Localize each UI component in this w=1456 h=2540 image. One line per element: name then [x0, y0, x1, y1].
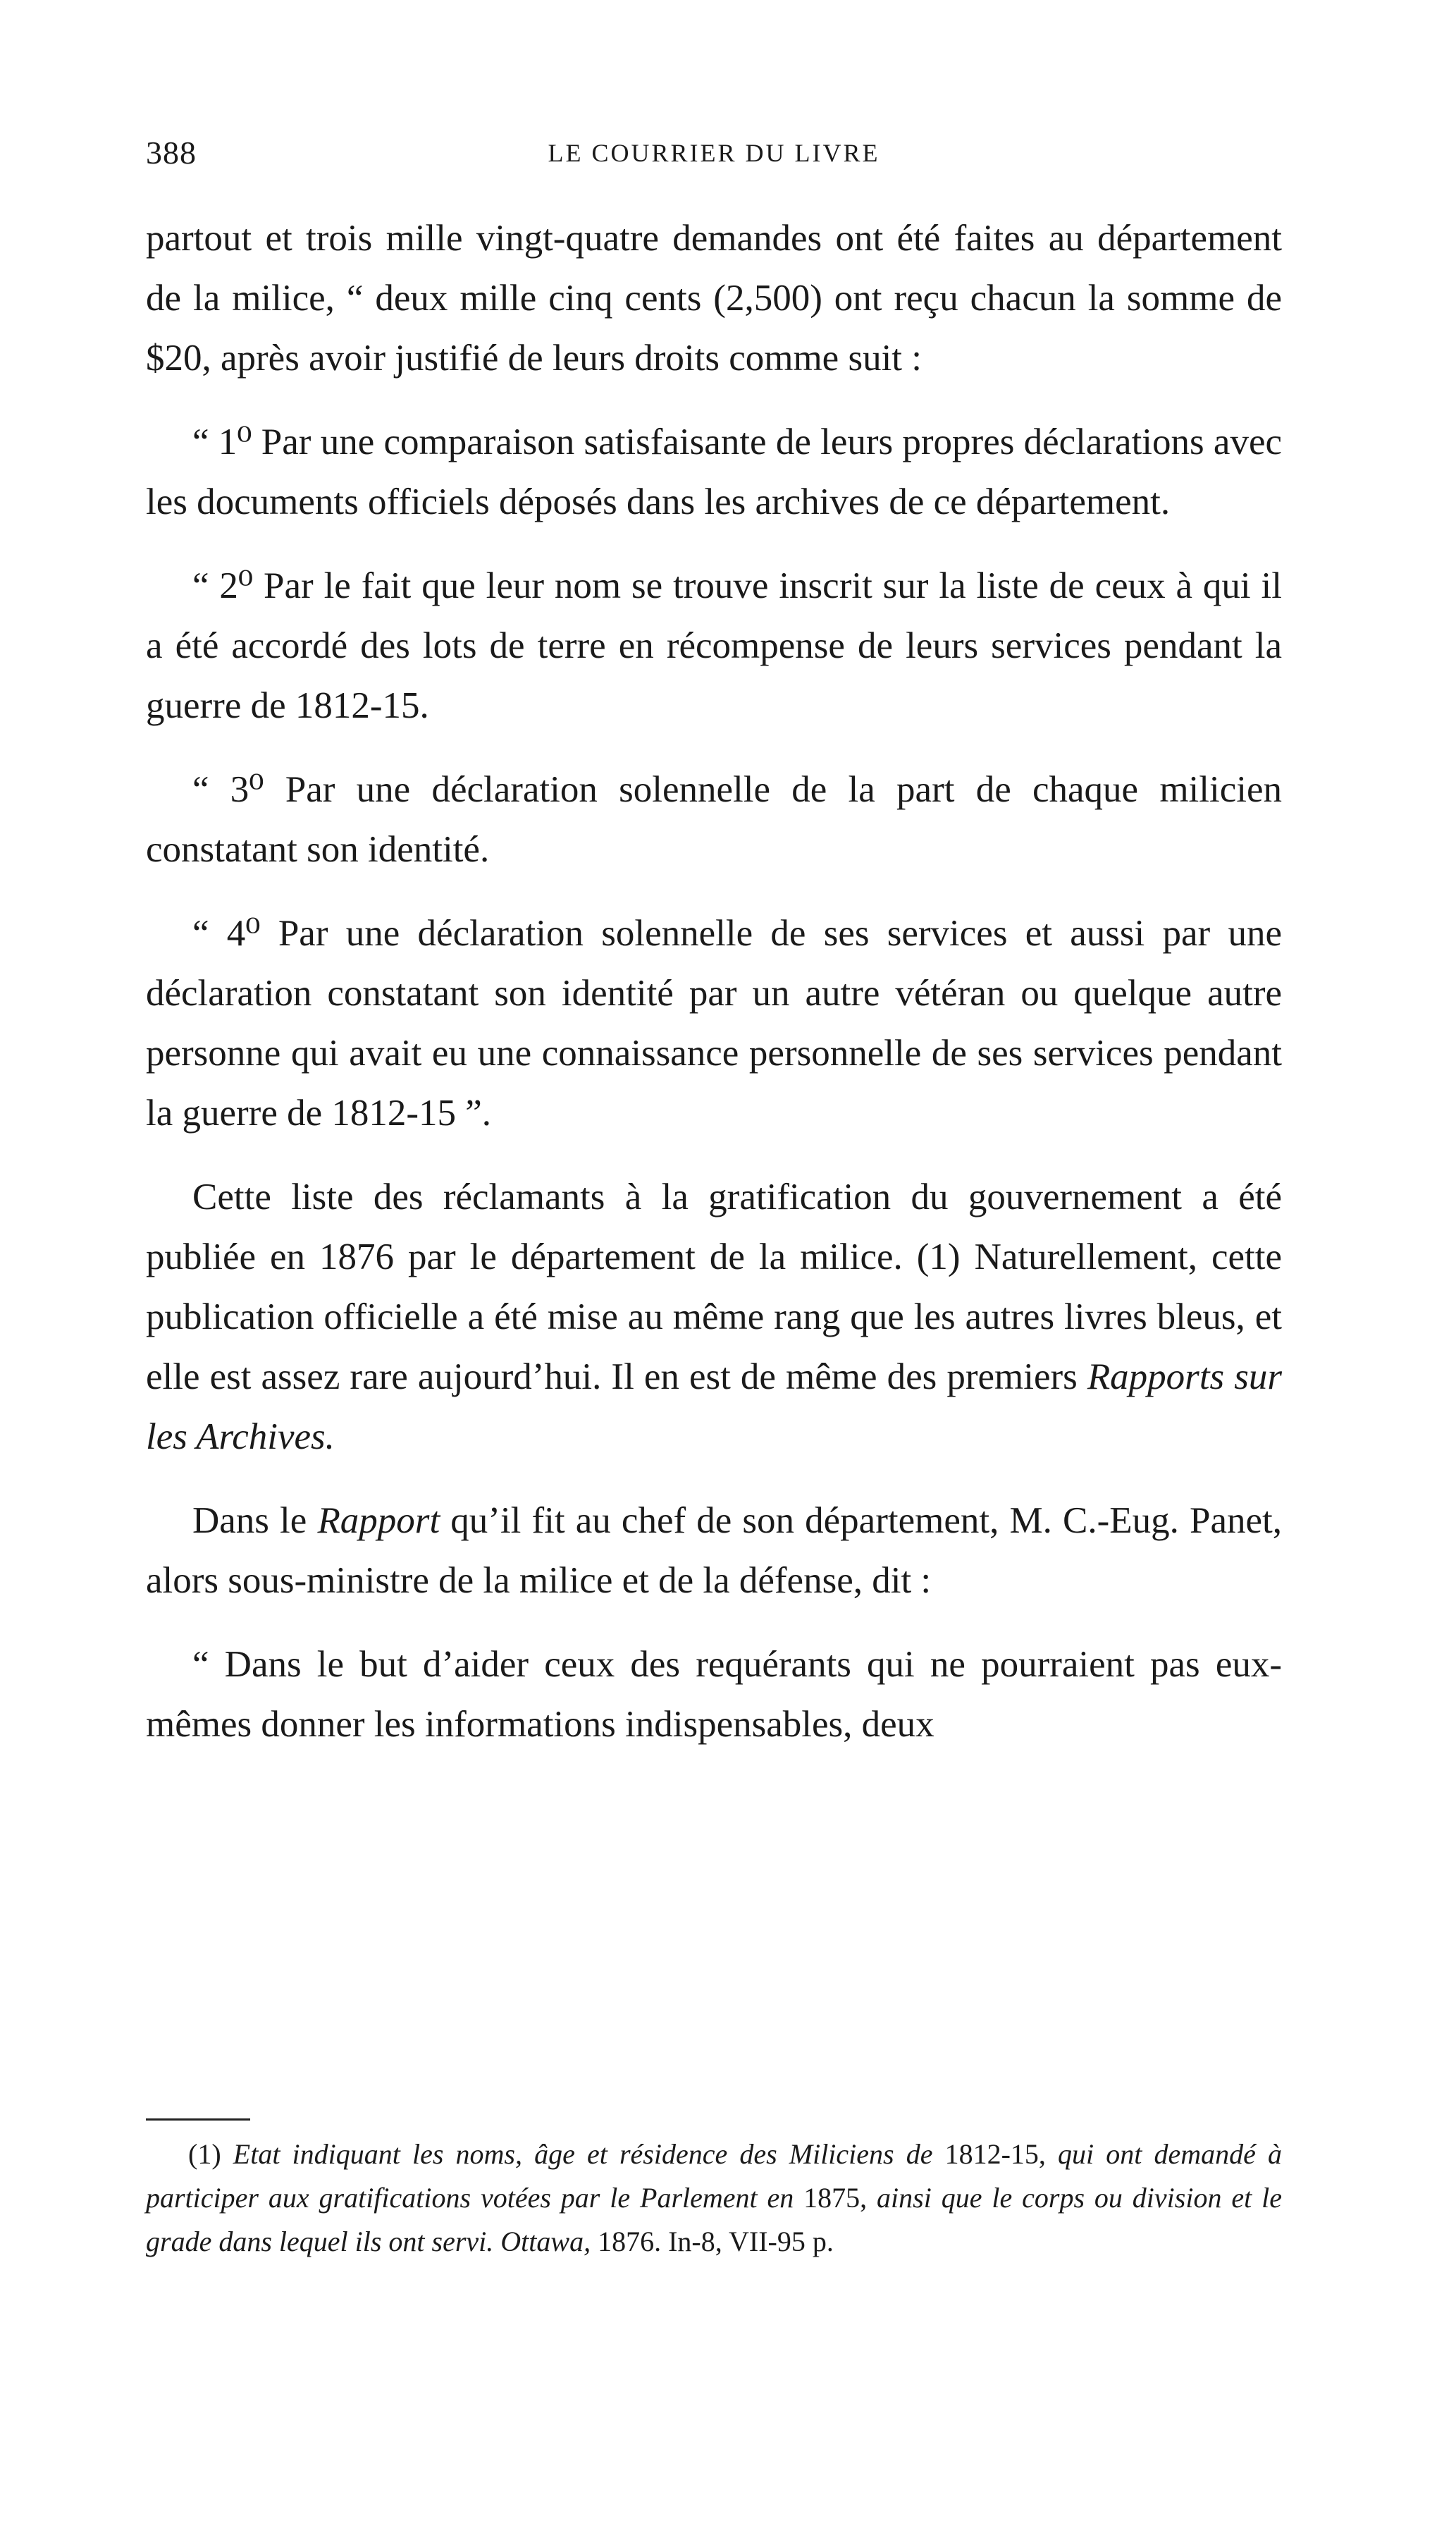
paragraph-6-text: Cette liste des réclamants à la gratification du gouvernement a été publiée en 1876 par le département de la milice. (1) Naturellement, cette publication officielle a été mise au même rang que les autres livres bleus, et elle est assez rare aujourd’hui. Il en est de même des premiers: [146, 1177, 1282, 1397]
paragraph-7-text-a: Dans le: [192, 1500, 318, 1541]
footnote-marker: (1): [188, 2138, 233, 2170]
paragraph-5: “ 4⁰ Par une déclaration solennelle de ses services et aussi par une déclaration constatant son identité par un autre vétéran ou quelque autre personne qui avait eu une connaissance personnelle de ses services pendant la guerre de 1812-15 ”.: [146, 913, 1282, 1134]
page-number: 388: [146, 135, 197, 171]
page-header: [146, 134, 1282, 176]
paragraph-8: “ Dans le but d’aider ceux des requérants qui ne pourraient pas eux-mêmes donner les informations indispensables, deux: [146, 1644, 1282, 1745]
paragraph-2: “ 1⁰ Par une comparaison satisfaisante de leurs propres déclarations avec les documents officiels déposés dans les archives de ce département.: [146, 422, 1282, 522]
paragraph-3: “ 2⁰ Par le fait que leur nom se trouve inscrit sur la liste de ceux à qui il a été accordé des lots de terre en récompense de leurs services pendant la guerre de 1812-15.: [146, 565, 1282, 726]
footnote-italic-3: ainsi que le corps ou division et le grade dans lequel ils ont servi. Ottawa,: [146, 2182, 1282, 2257]
footnote-years: 1812-15,: [944, 2138, 1046, 2170]
paragraph-4: “ 3⁰ Par une déclaration solennelle de la part de chaque milicien constatant son identité.: [146, 769, 1282, 870]
footnote-year-1875: 1875,: [803, 2182, 868, 2214]
footnote-italic-1: Etat indiquant les noms, âge et résidence des Miliciens de: [233, 2138, 945, 2170]
running-title: LE COURRIER DU LIVRE: [548, 139, 880, 167]
paragraph-7-text-b: qu’il fit au chef de son département, M. C.-Eug. Panet, alors sous-ministre de la milice et de la défense, dit :: [146, 1500, 1282, 1601]
footnote-tail: 1876. In-8, VII-95 p.: [591, 2226, 834, 2257]
body-text: [146, 209, 1282, 1755]
paragraph-1: partout et trois mille vingt-quatre demandes ont été faites au département de la milice, “ deux mille cinq cents (2,500) ont reçu chacun la somme de $20, après avoir justifié de leurs droits comme suit :: [146, 218, 1282, 379]
footnote-separator: [146, 2118, 250, 2121]
paragraph-7-italic: Rapport: [317, 1500, 440, 1541]
paragraph-6-italic: Rapports sur les Archives.: [146, 1356, 1282, 1457]
paragraph-6: [146, 1167, 1282, 1467]
paragraph-7: [146, 1491, 1282, 1611]
footnote-italic-2: qui ont demandé à participer aux gratifications votées par le Parlement en: [146, 2138, 1282, 2214]
footnote: [146, 2133, 1282, 2264]
